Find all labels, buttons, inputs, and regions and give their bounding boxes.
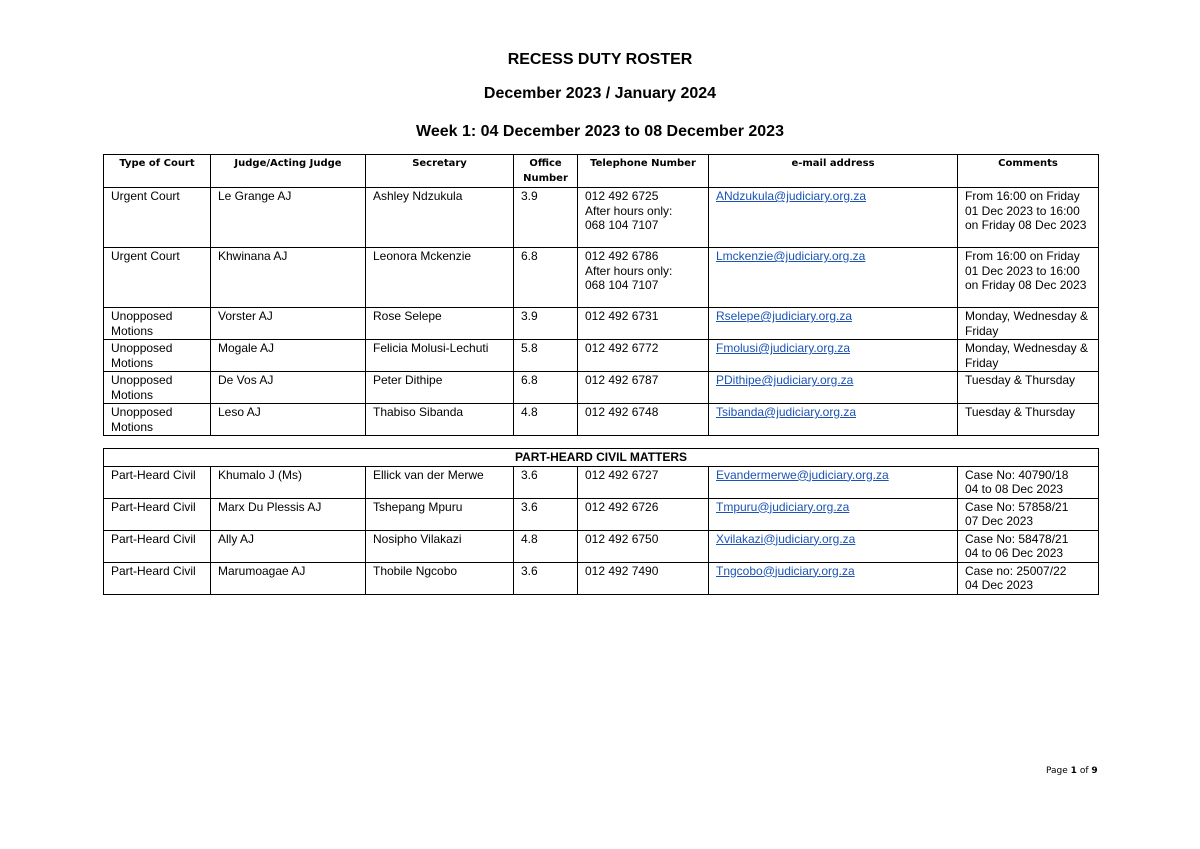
secretary-cell: Ellick van der Merwe [366, 466, 514, 498]
court-cell: Unopposed Motions [104, 340, 211, 372]
email-link[interactable]: Lmckenzie@judiciary.org.za [716, 249, 866, 263]
court-cell: Part-Heard Civil [104, 466, 211, 498]
secretary-cell: Tshepang Mpuru [366, 498, 514, 530]
office-cell: 6.8 [514, 248, 578, 308]
comments-cell: From 16:00 on Friday 01 Dec 2023 to 16:00 on Friday 08 Dec 2023 [958, 188, 1099, 248]
header-secretary: Secretary [366, 155, 514, 188]
comments-cell: Tuesday & Thursday [958, 404, 1099, 436]
header-telephone-number: Telephone Number [578, 155, 709, 188]
table-row [104, 530, 1099, 562]
email-link[interactable]: Rselepe@judiciary.org.za [716, 309, 853, 323]
office-cell: 6.8 [514, 372, 578, 404]
header-email-address: e-mail address [709, 155, 958, 188]
comments-cell: Case No: 58478/21 04 to 06 Dec 2023 [958, 530, 1099, 562]
judge-cell: Marumoagae AJ [211, 562, 366, 594]
court-cell: Urgent Court [104, 188, 211, 248]
table-row [104, 188, 1099, 248]
email-cell [709, 498, 958, 530]
recess-roster-table [103, 154, 1099, 436]
office-cell: 4.8 [514, 404, 578, 436]
judge-cell: Ally AJ [211, 530, 366, 562]
page-label: Page [1046, 766, 1068, 776]
header-comments: Comments [958, 155, 1099, 188]
secretary-cell: Felicia Molusi-Lechuti [366, 340, 514, 372]
email-cell [709, 372, 958, 404]
week-heading: Week 1: 04 December 2023 to 08 December 2023 [416, 123, 784, 140]
email-cell [709, 530, 958, 562]
office-cell: 3.6 [514, 498, 578, 530]
phone-cell: 012 492 6748 [578, 404, 709, 436]
page-current: 1 [1070, 766, 1077, 776]
email-cell [709, 308, 958, 340]
phone-cell: 012 492 6750 [578, 530, 709, 562]
part-heard-civil-table [103, 448, 1099, 595]
email-cell [709, 248, 958, 308]
section-title-row [104, 449, 1099, 467]
table-row [104, 404, 1099, 436]
judge-cell: De Vos AJ [211, 372, 366, 404]
email-link[interactable]: Xvilakazi@judiciary.org.za [716, 531, 856, 546]
page-of: of [1079, 766, 1089, 776]
judge-cell: Marx Du Plessis AJ [211, 498, 366, 530]
table-row [104, 308, 1099, 340]
document-title: RECESS DUTY ROSTER [507, 51, 693, 68]
court-cell: Urgent Court [104, 248, 211, 308]
email-link[interactable]: Tmpuru@judiciary.org.za [716, 499, 850, 514]
office-cell: 5.8 [514, 340, 578, 372]
page-total: 9 [1091, 766, 1098, 776]
email-link[interactable]: Fmolusi@judiciary.org.za [716, 341, 850, 355]
email-link[interactable]: Evandermerwe@judiciary.org.za [716, 467, 889, 482]
comments-cell: Tuesday & Thursday [958, 372, 1099, 404]
page-number [1046, 766, 1098, 776]
secretary-cell: Peter Dithipe [366, 372, 514, 404]
email-cell [709, 466, 958, 498]
office-cell: 3.6 [514, 562, 578, 594]
table-row [104, 372, 1099, 404]
table-header-row [104, 155, 1099, 188]
comments-cell: Monday, Wednesday & Friday [958, 340, 1099, 372]
judge-cell: Mogale AJ [211, 340, 366, 372]
phone-cell: 012 492 6726 [578, 498, 709, 530]
table-row [104, 248, 1099, 308]
judge-cell: Khwinana AJ [211, 248, 366, 308]
court-cell: Unopposed Motions [104, 404, 211, 436]
comments-cell: Case No: 57858/21 07 Dec 2023 [958, 498, 1099, 530]
email-cell [709, 340, 958, 372]
judge-cell: Le Grange AJ [211, 188, 366, 248]
office-cell: 3.9 [514, 308, 578, 340]
phone-cell: 012 492 6727 [578, 466, 709, 498]
secretary-cell: Thobile Ngcobo [366, 562, 514, 594]
comments-cell: Case no: 25007/22 04 Dec 2023 [958, 562, 1099, 594]
email-cell [709, 188, 958, 248]
judge-cell: Khumalo J (Ms) [211, 466, 366, 498]
comments-cell: Case No: 40790/18 04 to 08 Dec 2023 [958, 466, 1099, 498]
email-link[interactable]: ANdzukula@judiciary.org.za [716, 189, 867, 203]
secretary-cell: Leonora Mckenzie [366, 248, 514, 308]
header-judge: Judge/Acting Judge [211, 155, 366, 188]
email-link[interactable]: Tngcobo@judiciary.org.za [716, 563, 855, 578]
secretary-cell: Nosipho Vilakazi [366, 530, 514, 562]
email-cell [709, 404, 958, 436]
header-type-of-court: Type of Court [104, 155, 211, 188]
part-heard-title: PART-HEARD CIVIL MATTERS [104, 449, 1099, 467]
secretary-cell: Rose Selepe [366, 308, 514, 340]
phone-cell: 012 492 6787 [578, 372, 709, 404]
table-row [104, 340, 1099, 372]
comments-cell: From 16:00 on Friday 01 Dec 2023 to 16:00 on Friday 08 Dec 2023 [958, 248, 1099, 308]
judge-cell: Leso AJ [211, 404, 366, 436]
court-cell: Unopposed Motions [104, 308, 211, 340]
office-cell: 3.6 [514, 466, 578, 498]
secretary-cell: Ashley Ndzukula [366, 188, 514, 248]
email-link[interactable]: Tsibanda@judiciary.org.za [716, 405, 857, 419]
phone-cell: 012 492 7490 [578, 562, 709, 594]
phone-cell: 012 492 6725 After hours only: 068 104 7107 [578, 188, 709, 248]
comments-cell: Monday, Wednesday & Friday [958, 308, 1099, 340]
table-row [104, 498, 1099, 530]
table-row [104, 466, 1099, 498]
phone-cell: 012 492 6731 [578, 308, 709, 340]
office-cell: 4.8 [514, 530, 578, 562]
email-cell [709, 562, 958, 594]
secretary-cell: Thabiso Sibanda [366, 404, 514, 436]
court-cell: Part-Heard Civil [104, 530, 211, 562]
court-cell: Part-Heard Civil [104, 562, 211, 594]
judge-cell: Vorster AJ [211, 308, 366, 340]
document-period: December 2023 / January 2024 [483, 85, 717, 102]
phone-cell: 012 492 6786 After hours only: 068 104 7107 [578, 248, 709, 308]
header-office-number: Office Number [514, 155, 578, 188]
email-link[interactable]: PDithipe@judiciary.org.za [716, 373, 854, 387]
office-cell: 3.9 [514, 188, 578, 248]
table-row [104, 562, 1099, 594]
court-cell: Part-Heard Civil [104, 498, 211, 530]
phone-cell: 012 492 6772 [578, 340, 709, 372]
court-cell: Unopposed Motions [104, 372, 211, 404]
